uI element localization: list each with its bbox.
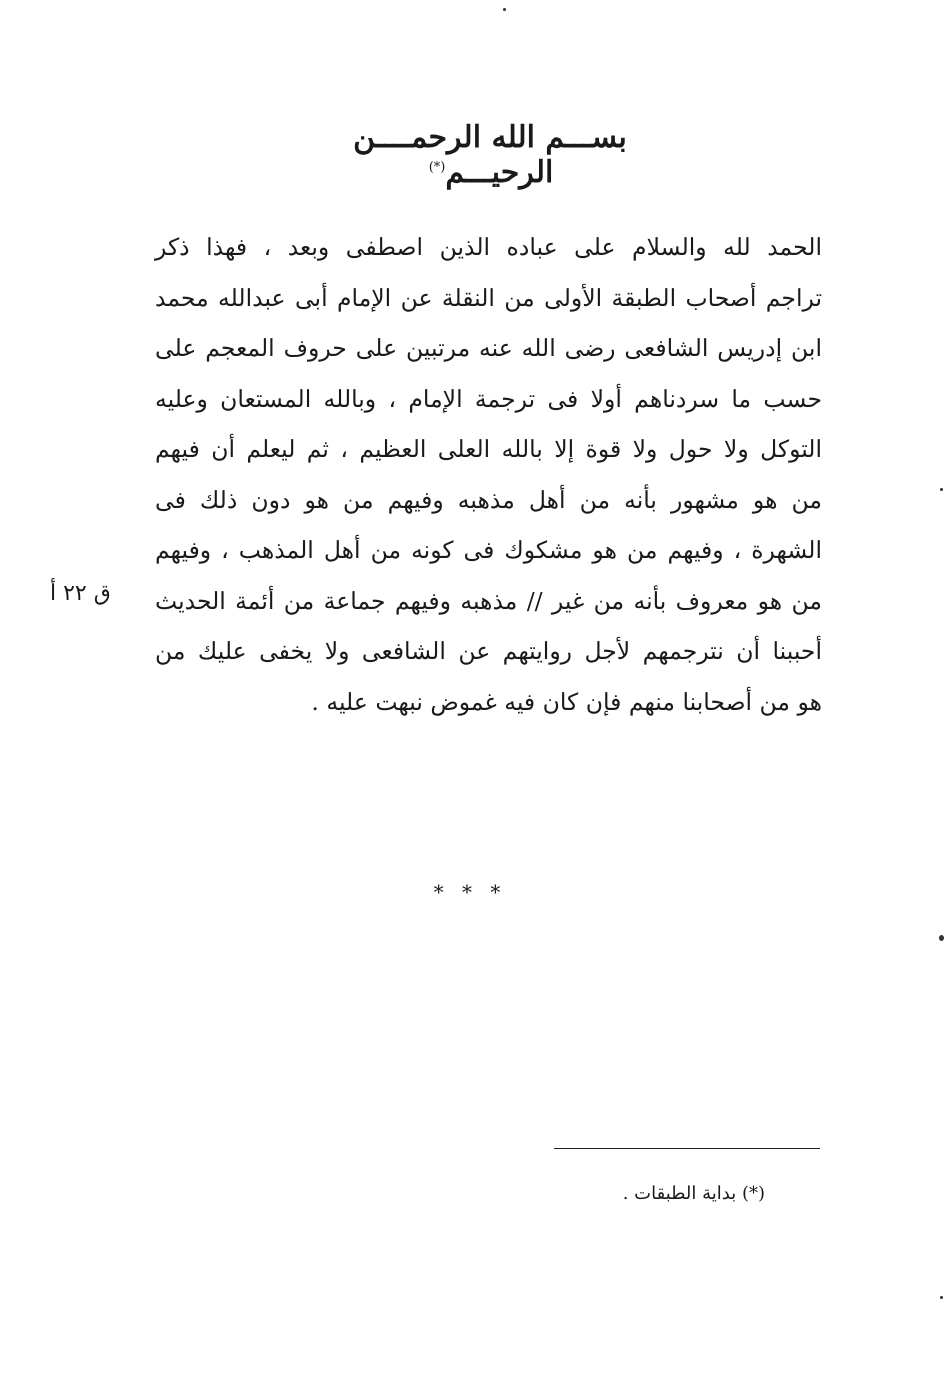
basmala-heading (300, 120, 680, 190)
text-line-3: ابن إدريس الشافعى رضى الله عنه مرتبين على حروف المعجم على (155, 334, 822, 362)
text-line-6: من هو مشهور بأنه من أهل مذهبه وفيهم من هو دون ذلك فى (155, 485, 822, 514)
scan-speck (940, 488, 943, 491)
footnote-divider (554, 1148, 820, 1149)
text-line-5: التوكل ولا حول ولا قوة إلا بالله العلى العظيم ، ثم ليعلم أن فيهم (155, 435, 822, 463)
text-line-9: أحببنا أن نترجمهم لأجل روايتهم عن الشافعى ولا يخفى عليك من (155, 637, 822, 665)
scan-speck (940, 1296, 943, 1299)
text-line-4: حسب ما سردناهم أولا فى ترجمة الإمام ، وبالله المستعان وعليه (155, 384, 822, 413)
text-line-7: الشهرة ، وفيهم من هو مشكوك فى كونه من أهل المذهب ، وفيهم (155, 536, 822, 564)
footnote-marker: (*) (428, 160, 446, 175)
scan-speck (503, 8, 506, 11)
scan-speck (939, 935, 944, 941)
folio-margin-note: ق ٢٢ أ (50, 581, 111, 606)
section-separator: * * * (433, 880, 507, 904)
basmala-text: بســـم الله الرحمــــن الرحيـــم (353, 120, 627, 190)
text-line-2: تراجم أصحاب الطبقة الأولى من النقلة عن الإمام أبى عبدالله محمد (155, 283, 822, 312)
footnote-text: (*) بداية الطبقات . (622, 1183, 765, 1204)
text-line-8: من هو معروف بأنه من غير // مذهبه وفيهم جماعة من أئمة الحديث (155, 586, 822, 615)
text-line-1: الحمد لله والسلام على عباده الذين اصطفى وبعد ، فهذا ذكر (155, 233, 822, 261)
main-paragraph (155, 222, 822, 727)
text-line-10: هو من أصحابنا منهم فإن كان فيه غموض نبهت عليه . (311, 687, 822, 716)
